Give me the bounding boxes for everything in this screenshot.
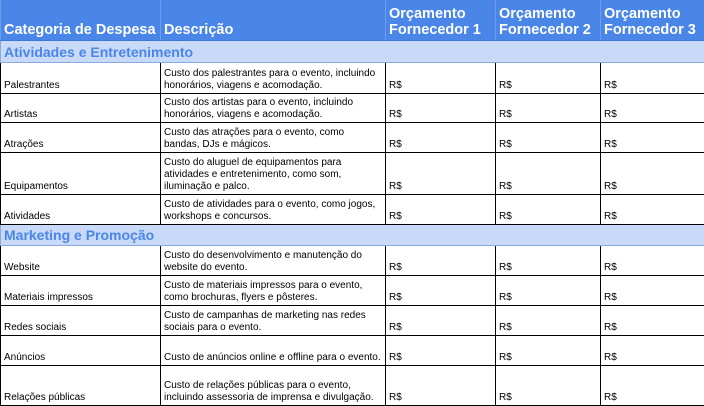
header-budget-2[interactable]: Orçamento Fornecedor 2 [496,0,601,40]
budget-cell-3[interactable]: R$ [601,365,704,405]
category-cell[interactable]: Equipamentos [1,152,161,194]
budget-cell-2[interactable]: R$ [496,275,601,305]
header-row [1,0,704,40]
section-title[interactable]: Marketing e Promoção [1,224,704,245]
budget-cell-3[interactable]: R$ [601,305,704,335]
table-row [1,122,704,152]
budget-cell-1[interactable]: R$ [386,275,496,305]
table-row [1,245,704,275]
budget-cell-2[interactable]: R$ [496,152,601,194]
category-cell[interactable]: Anúncios [1,335,161,365]
table-row [1,62,704,93]
header-budget-3[interactable]: Orçamento Fornecedor 3 [601,0,704,40]
table-row [1,335,704,365]
category-cell[interactable]: Palestrantes [1,62,161,93]
budget-cell-2[interactable]: R$ [496,122,601,152]
header-category[interactable]: Categoria de Despesa [1,0,161,40]
category-cell[interactable]: Atrações [1,122,161,152]
budget-cell-2[interactable]: R$ [496,93,601,122]
budget-cell-3[interactable]: R$ [601,62,704,93]
budget-cell-2[interactable]: R$ [496,335,601,365]
description-cell[interactable]: Custo de materiais impressos para o evento, como brochuras, flyers e pôsteres. [161,275,386,305]
section-row [1,40,704,62]
header-description[interactable]: Descrição [161,0,386,40]
description-cell[interactable]: Custo de anúncios online e offline para o evento. [161,335,386,365]
budget-cell-3[interactable]: R$ [601,122,704,152]
description-cell[interactable]: Custo dos palestrantes para o evento, incluindo honorários, viagens e acomodação. [161,62,386,93]
budget-cell-3[interactable]: R$ [601,245,704,275]
budget-cell-1[interactable]: R$ [386,122,496,152]
table-row [1,194,704,224]
budget-cell-3[interactable]: R$ [601,335,704,365]
table-row [1,93,704,122]
description-cell[interactable]: Custo das atrações para o evento, como bandas, DJs e mágicos. [161,122,386,152]
section-title[interactable]: Atividades e Entretenimento [1,40,704,62]
category-cell[interactable]: Redes sociais [1,305,161,335]
table-row [1,305,704,335]
description-cell[interactable]: Custo do desenvolvimento e manutenção do website do evento. [161,245,386,275]
budget-cell-1[interactable]: R$ [386,245,496,275]
category-cell[interactable]: Artistas [1,93,161,122]
section-row [1,224,704,245]
category-cell[interactable]: Materiais impressos [1,275,161,305]
budget-cell-1[interactable]: R$ [386,152,496,194]
budget-cell-3[interactable]: R$ [601,194,704,224]
budget-cell-2[interactable]: R$ [496,62,601,93]
description-cell[interactable]: Custo de atividades para o evento, como jogos, workshops e concursos. [161,194,386,224]
budget-cell-1[interactable]: R$ [386,62,496,93]
budget-cell-1[interactable]: R$ [386,365,496,405]
budget-cell-1[interactable]: R$ [386,93,496,122]
budget-cell-2[interactable]: R$ [496,305,601,335]
budget-cell-1[interactable]: R$ [386,194,496,224]
category-cell[interactable]: Website [1,245,161,275]
budget-cell-3[interactable]: R$ [601,93,704,122]
description-cell[interactable]: Custo de relações públicas para o evento, incluindo assessoria de imprensa e divulgação. [161,365,386,405]
table-row [1,152,704,194]
budget-cell-3[interactable]: R$ [601,152,704,194]
description-cell[interactable]: Custo do aluguel de equipamentos para atividades e entretenimento, como som, iluminação e palco. [161,152,386,194]
budget-cell-2[interactable]: R$ [496,365,601,405]
budget-cell-1[interactable]: R$ [386,335,496,365]
table-row [1,275,704,305]
description-cell[interactable]: Custo de campanhas de marketing nas redes sociais para o evento. [161,305,386,335]
table-row [1,365,704,405]
header-budget-1[interactable]: Orçamento Fornecedor 1 [386,0,496,40]
category-cell[interactable]: Relações públicas [1,365,161,405]
budget-cell-2[interactable]: R$ [496,194,601,224]
category-cell[interactable]: Atividades [1,194,161,224]
budget-cell-3[interactable]: R$ [601,275,704,305]
budget-cell-1[interactable]: R$ [386,305,496,335]
description-cell[interactable]: Custo dos artistas para o evento, incluindo honorários, viagens e acomodação. [161,93,386,122]
budget-cell-2[interactable]: R$ [496,245,601,275]
